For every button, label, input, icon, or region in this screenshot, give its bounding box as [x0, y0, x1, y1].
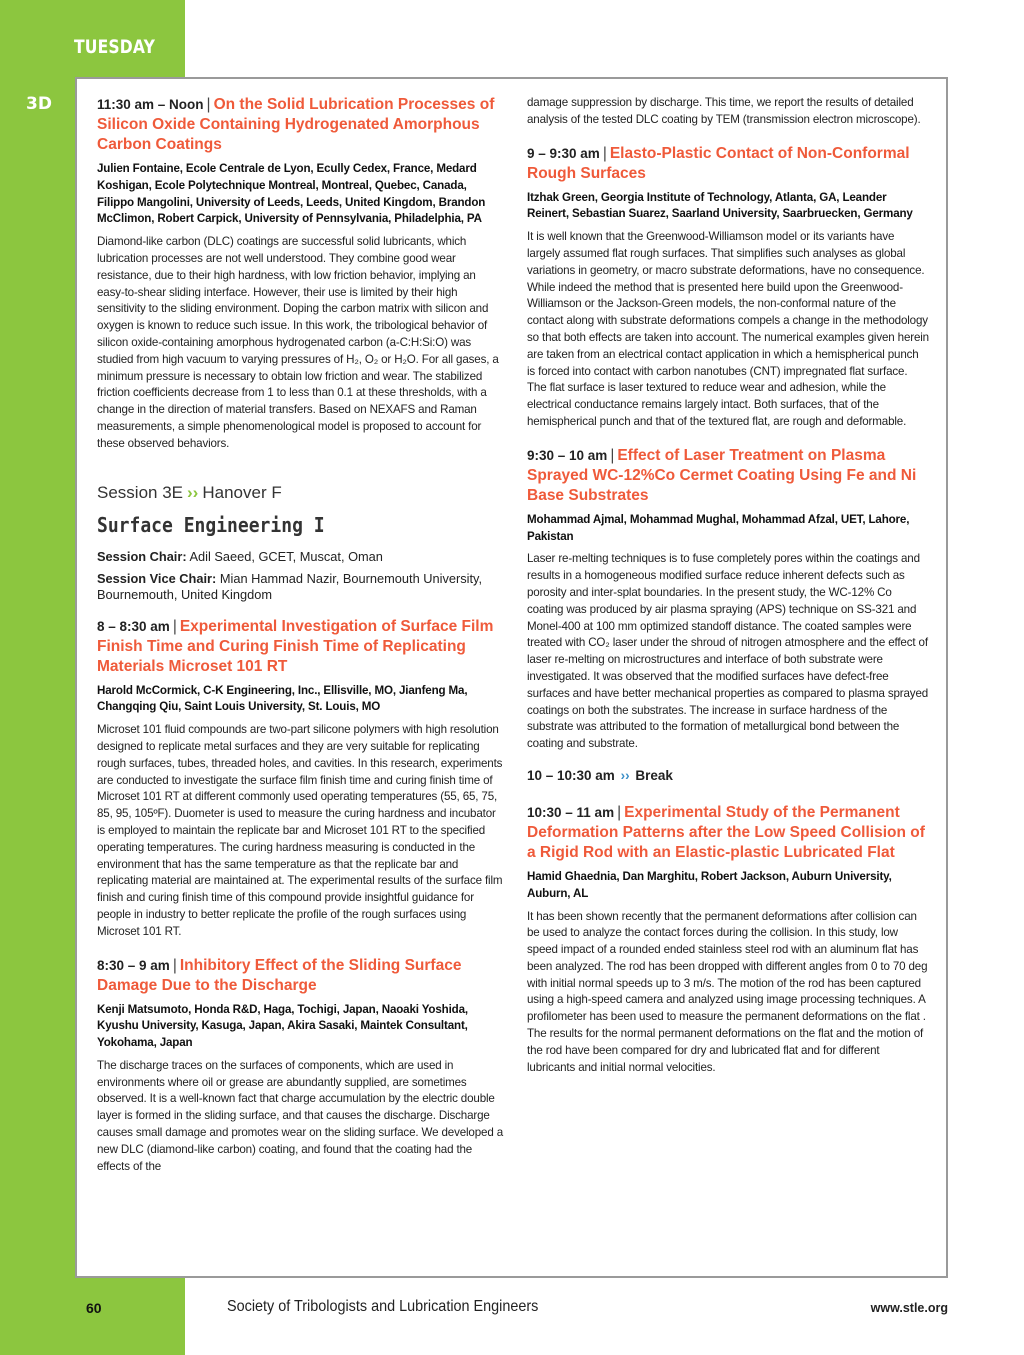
talk-abstract: Diamond-like carbon (DLC) coatings are successful solid lubricants, which lubrication processes are not well understood. They combine good wear resistance, due to their high hardness, with low friction behavior, implying an easy-to-shear sliding interface. However, their use is limited by their high sensitivity to the sliding environment. Doping the carbon matrix with silicon and oxygen is known to reduce such issue. In this work, the tribological behavior of silicon oxide-containing amorphous hydrogenated carbon (a-C:H:Si:O) was studied from high vacuum to varying pressures of H₂, O₂ or H₂O. For all gases, a minimum pressure is necessary to obtain low friction and wear. The stabilized friction coefficients decrease from 1 to less than 0.1 at these thresholds, with a change in the direction of material transfers. Based on NEXAFS and Raman measurements, a simple phenomenological model is proposed to account for these observed behaviors. [97, 235, 499, 450]
talk-time: 8 – 8:30 am [97, 618, 170, 634]
talk-heading [527, 144, 929, 184]
talk-entry [97, 95, 503, 453]
talk-authors: Harold McCormick, C-K Engineering, Inc., Ellisville, MO, Jianfeng Ma, Changqing Qiu, Saint Louis University, St. Louis, MO [97, 683, 468, 714]
talk-entry [527, 144, 929, 431]
talk-title: Inhibitory Effect of the Sliding Surface Damage Due to the Discharge [97, 956, 462, 994]
talk-time: 11:30 am – Noon [97, 97, 204, 112]
separator: | [172, 617, 177, 635]
vice-chair-label: Session Vice Chair: [97, 570, 217, 586]
left-column [97, 95, 503, 1190]
chevron-right-icon: ›› [187, 482, 199, 502]
talk-title: On the Solid Lubrication Processes of Silicon Oxide Containing Hydrogenated Amorphous Carbon Coatings [97, 96, 495, 153]
right-column [527, 95, 929, 1091]
talk-authors: Hamid Ghaednia, Dan Marghitu, Robert Jackson, Auburn University, Auburn, AL [527, 869, 892, 900]
separator: | [610, 446, 615, 464]
talk-authors: Mohammad Ajmal, Mohammad Mughal, Mohammad Afzal, UET, Lahore, Pakistan [527, 512, 910, 543]
talk-title: Experimental Study of the Permanent Deformation Patterns after the Low Speed Collision of a Rigid Rod with an Elastic-plastic Lubricated Flat [527, 803, 925, 861]
footer-url[interactable]: www.stle.org [870, 1301, 948, 1315]
session-code: 3E [162, 482, 184, 502]
break-label: Break [635, 767, 673, 783]
talk-abstract: Microset 101 fluid compounds are two-part silicone polymers with high resolution designed to replicate metal surfaces and they are very suitable for replicating rough surfaces, tubes, threaded holes, and cavities. In this research, experiments are conducted to investigate the surface film finish time and curing finish time of Microset 101 RT at different commonly used operating temperatures (55, 65, 75, 85, 95, 105ºF). Duometer is used to measure the curing hardness and incubator is employed to maintain the replicate bar and Microset 101 RT to the specified operating temperatures. The curing hardness measuring is conducted in the environment that has the same temperature as that the replicate bar and replicating material are maintained at. The experimental results of the surface film finish and curing finish time of this compound provide insightful guidance for people in industry to better replicate the profile of the rough surfaces using Microset 101 RT. [97, 723, 503, 938]
break-entry [527, 768, 929, 783]
session-tag: 3D [26, 94, 52, 114]
talk-entry [527, 446, 929, 753]
talk-title: Elasto-Plastic Contact of Non-Conformal Rough Surfaces [527, 144, 910, 182]
talk-heading [97, 617, 503, 677]
talk-heading [527, 803, 929, 863]
talk-heading [527, 446, 929, 506]
vice-chair-name: Mian Hammad Nazir, Bournemouth University, Bournemouth, United Kingdom [97, 570, 483, 602]
separator: | [602, 144, 607, 162]
chevron-right-icon: ›› [620, 767, 630, 783]
talk-heading [97, 95, 503, 155]
separator: | [206, 96, 211, 113]
day-label: TUESDAY [74, 36, 156, 58]
session-room: Hanover F [202, 482, 282, 502]
talk-authors: Itzhak Green, Georgia Institute of Technology, Atlanta, GA, Leander Reinert, Sebastian Suarez, Saarland University, Saarbruecken, Germany [527, 190, 913, 221]
separator: | [617, 803, 622, 821]
talk-abstract: It has been shown recently that the permanent deformations after collision can be used to analyze the contact forces during the collision. In this study, low speed impact of a rounded ended stainless steel rod with an aluminum flat has been analyzed. The rod has been dropped with different angles from 0 to 70 deg with initial normal speeds up to 3 m/s. The motion of the rod has been captured using a high-speed camera and analyzed using image processing techniques. A profilometer has been used to measure the permanent deformations on the flat . The results for the normal permanent deformations on the flat and the motion of the rod have been compared for dry and lubricated flat and for different lubricants and initial normal velocities. [527, 909, 928, 1074]
talk-entry [97, 617, 503, 941]
talk-time: 10:30 – 11 am [527, 804, 615, 820]
talk-entry [97, 956, 503, 1176]
session-prefix: Session [97, 482, 158, 502]
talk-entry [527, 803, 929, 1077]
talk-time: 9 – 9:30 am [527, 145, 600, 161]
page-number: 60 [86, 1300, 102, 1316]
session-vice-chair [97, 571, 503, 603]
footer-organization: Society of Tribologists and Lubrication Engineers [227, 1298, 539, 1315]
talk-abstract: The discharge traces on the surfaces of components, which are used in environments where oil or grease are abundantly supplied, are sometimes observed. It is a well-known fact that charge accumulation by the electric double layer is formed in the sliding surface, and that causes the discharge. Discharge causes small damage and promotes wear on the sliding surface. We developed a new DLC (diamond-like carbon) coating, and found that the coating had the effects of the [97, 1058, 503, 1173]
session-name: Surface Engineering I [97, 512, 325, 537]
session-header [97, 483, 503, 603]
talk-authors: Kenji Matsumoto, Honda R&D, Haga, Tochigi, Japan, Naoaki Yoshida, Kyushu University, Kasuga, Japan, Akira Sasaki, Maintek Consultant, Yokohama, Japan [97, 1002, 468, 1050]
chair-name: Adil Saeed, GCET, Muscat, Oman [189, 548, 383, 564]
talk-abstract: It is well known that the Greenwood-Williamson model or its variants have largely assumed flat rough surfaces. That simplifies such analyses as global variations in geometry, or macro substrate deformations, have no consequence. While indeed the method that is presented here build upon the Greenwood-Williamson or the Jackson-Green models, the non-conformal nature of the contact along with substrate deformations compels a change in the methodology so that both effects are taken into account. The numerical examples given herein are taken from an electrical contact application in which a hemispherical punch is forced into contact with carbon nanotubes (CNT) impregnated flat surface. The flat surface is laser textured to reduce wear and adhesion, while the electrical conductance remains largely intact. Both surfaces, that of the hemispherical punch and that of the textured flat, are rough and deformable. [527, 230, 929, 428]
break-time: 10 – 10:30 am [527, 767, 615, 783]
talk-title: Experimental Investigation of Surface Film Finish Time and Curing Finish Time of Replicating Materials Microset 101 RT [97, 617, 494, 675]
abstract-continuation [527, 95, 929, 129]
chair-label: Session Chair: [97, 548, 187, 564]
separator: | [172, 956, 177, 974]
talk-time: 8:30 – 9 am [97, 957, 170, 973]
talk-authors: Julien Fontaine, Ecole Centrale de Lyon, Ecully Cedex, France, Medard Koshigan, Ecole Polytechnique Montreal, Montreal, Quebec, Canada, Filippo Mangolini, University of Leeds, Leeds, United Kingdom, Brandon McClimon, Robert Carpick, University of Pennsylvania, Philadelphia, PA [97, 162, 486, 226]
talk-abstract: Laser re-melting techniques is to fuse completely pores within the coatings and results in a homogeneous modified surface reduce inherent defects such as porosity and inter-splat boundaries. In the present study, the WC-12% Co coating was produced by air plasma spraying (APS) technique on SS-321 and Monel-400 at 100 mm optimized standoff distance. The coated samples were treated with CO₂ laser under the shroud of nitrogen atmosphere and the effect of laser re-melting on microstructures and interface of both substrate were investigated. It was observed that the modified surfaces have defect-free surfaces and have better mechanical properties as compared to plasma sprayed coatings on both the substrates. The increase in surface hardness of the substrate was attributed to the formation of metallurgical bond between the coating and substrate. [527, 552, 929, 751]
program-panel [75, 77, 948, 1278]
talk-title: Effect of Laser Treatment on Plasma Sprayed WC-12%Co Cermet Coating Using Fe and Ni Base Substrates [527, 446, 917, 504]
talk-time: 9:30 – 10 am [527, 447, 608, 463]
session-chair [97, 549, 503, 565]
session-room-line [97, 483, 503, 503]
talk-abstract-continued: damage suppression by discharge. This time, we report the results of detailed analysis of the tested DLC coating by TEM (transmission electron microscope). [527, 96, 921, 126]
talk-heading [97, 956, 503, 996]
